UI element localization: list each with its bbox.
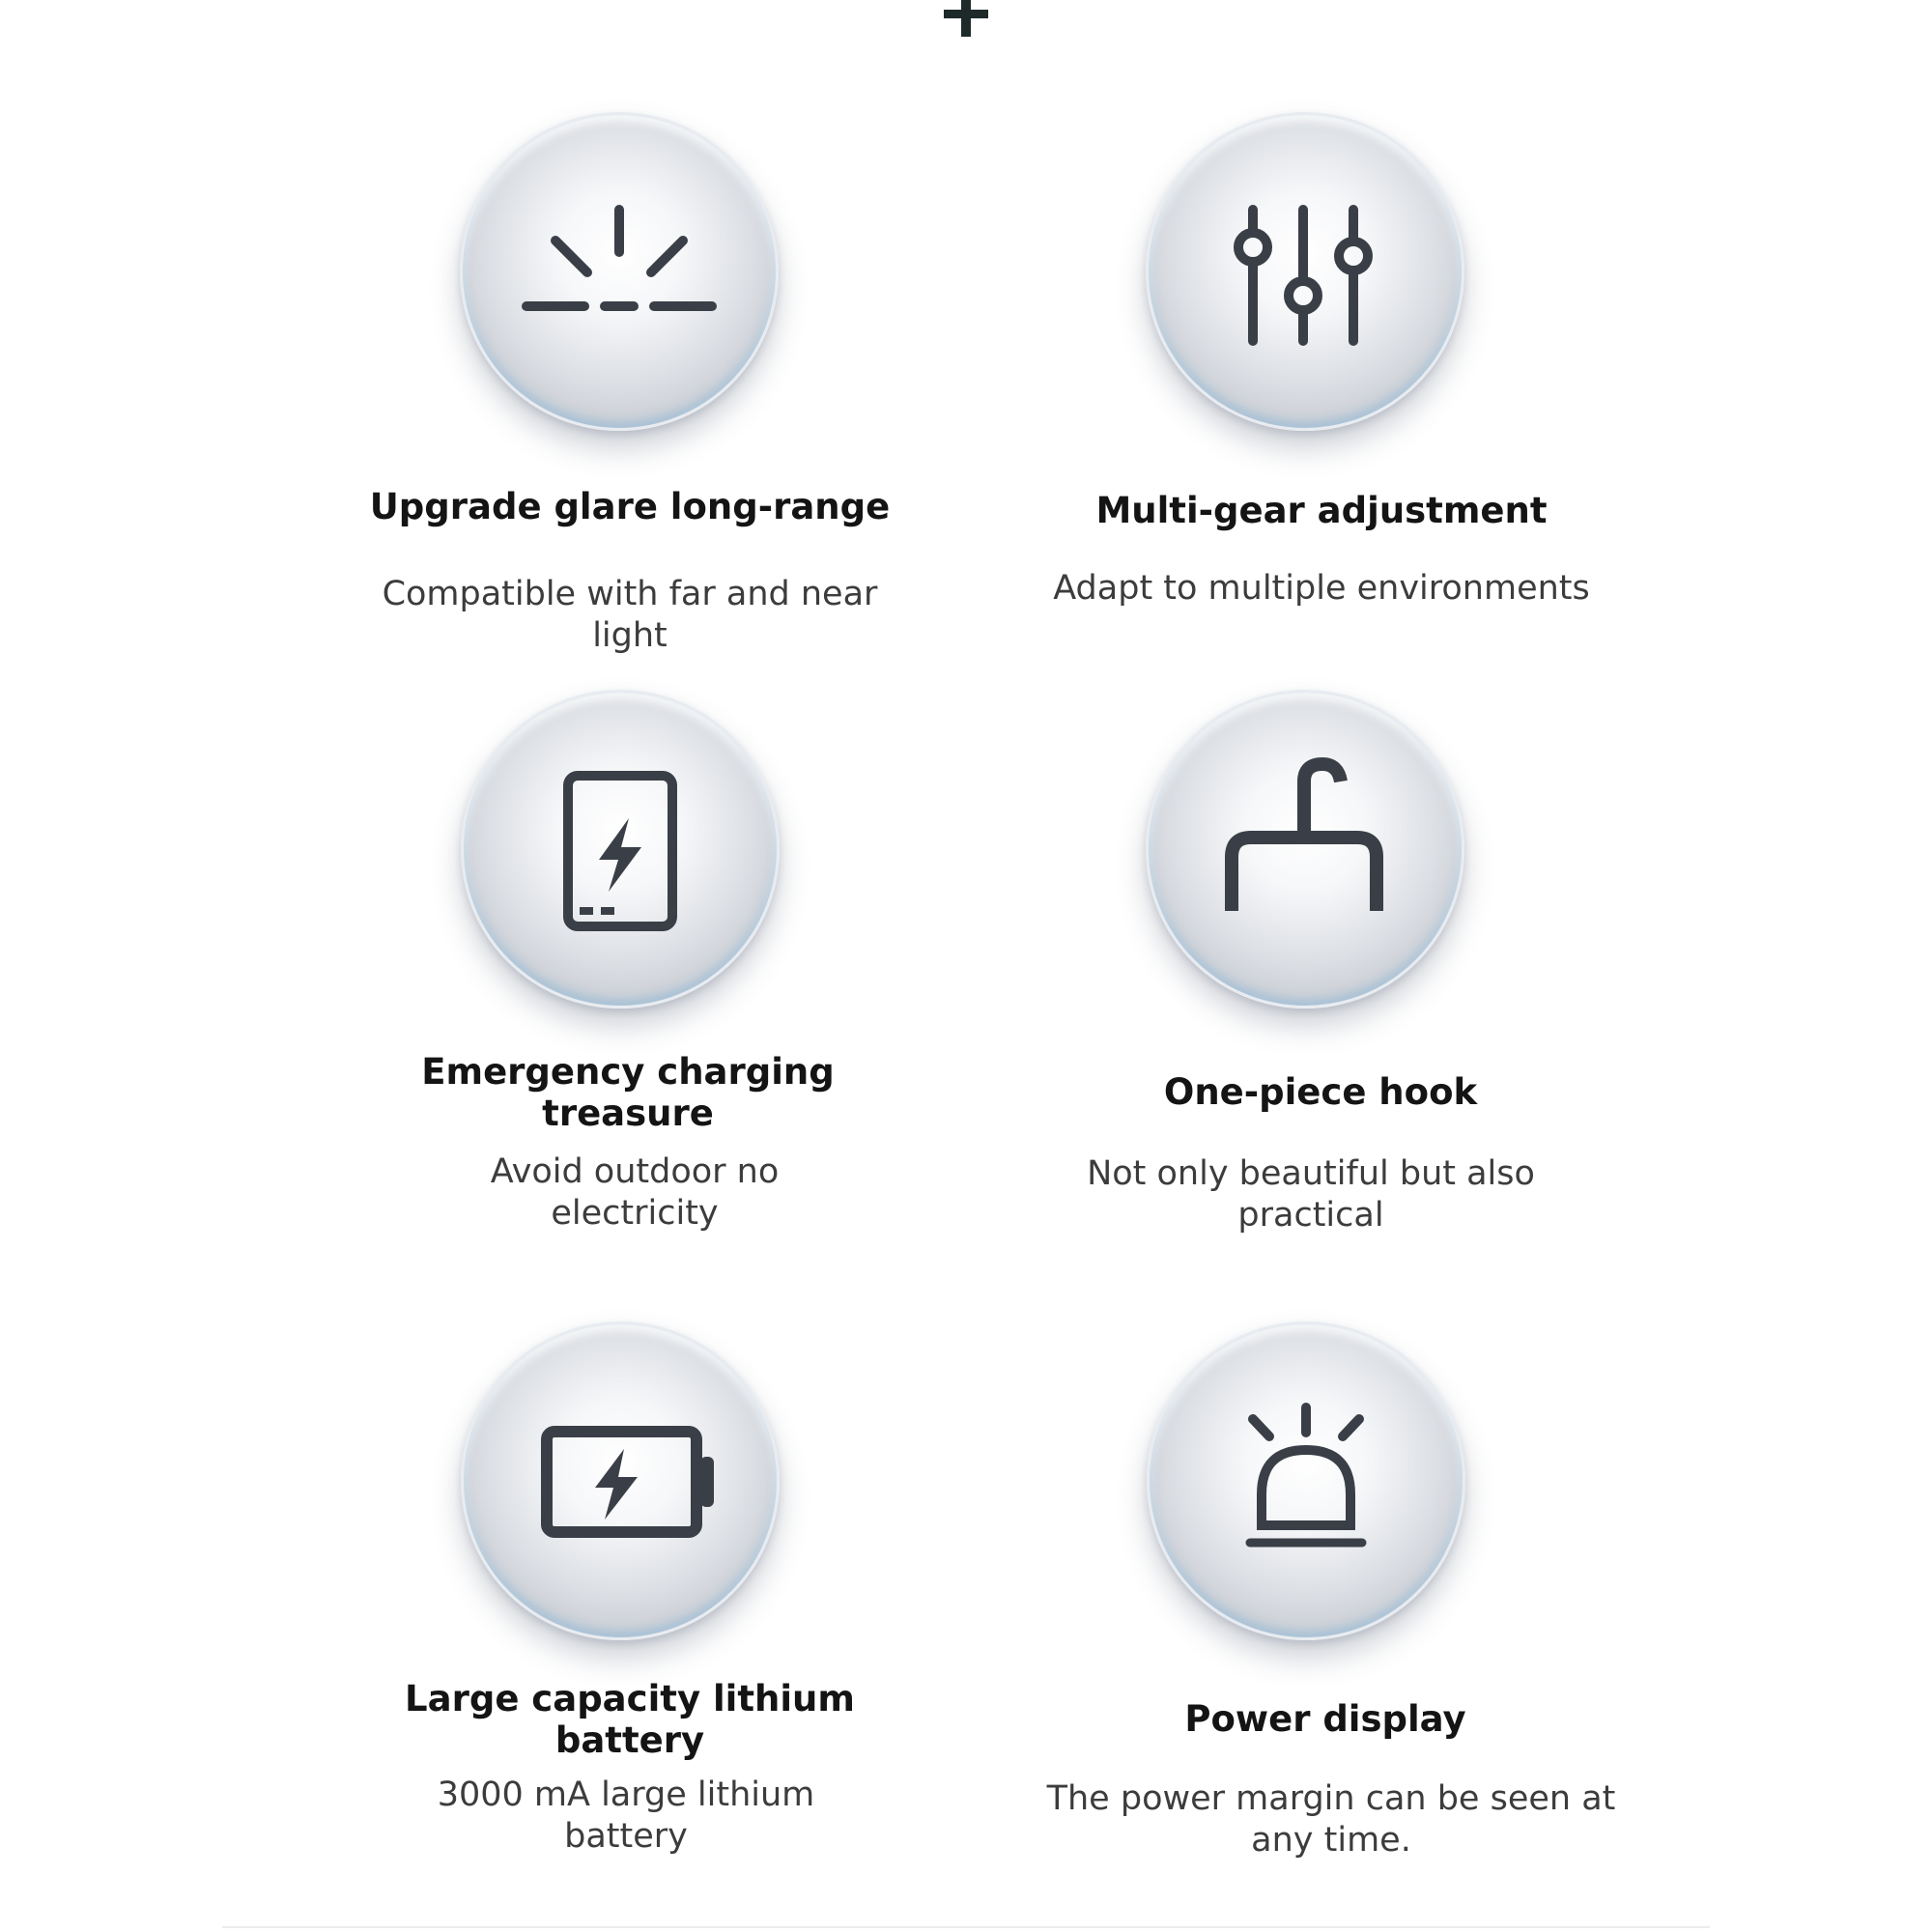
icon-disc xyxy=(461,690,780,1009)
icon-disc xyxy=(461,1321,780,1640)
feature-desc-line: Avoid outdoor no xyxy=(490,1152,780,1191)
hook-icon xyxy=(1149,693,1462,1006)
feature-desc-line: practical xyxy=(1237,1196,1384,1235)
sliders-icon xyxy=(1149,115,1462,428)
icon-disc xyxy=(1146,690,1464,1009)
feature-title-line: treasure xyxy=(542,1093,714,1134)
feature-title: One-piece hook xyxy=(1163,1071,1478,1113)
feature-title: Upgrade glare long-range xyxy=(369,486,891,527)
alarm-light-icon xyxy=(1150,1324,1463,1637)
feature-desc-line: Compatible with far and near xyxy=(382,575,878,613)
feature-desc-line: Adapt to multiple environments xyxy=(1053,569,1590,608)
plus-icon-vertical xyxy=(961,0,971,37)
feature-title: Power display xyxy=(1184,1698,1466,1740)
icon-disc xyxy=(1146,112,1464,431)
bottom-divider xyxy=(222,1926,1710,1928)
feature-desc-line: electricity xyxy=(551,1194,719,1233)
feature-desc-line: Not only beautiful but also xyxy=(1087,1154,1535,1193)
feature-desc-line: The power margin can be seen at xyxy=(1046,1779,1616,1818)
feature-desc-line: 3000 mA large lithium xyxy=(437,1776,815,1814)
sunrise-glare-icon xyxy=(463,115,776,428)
feature-title-line: Emergency charging xyxy=(421,1051,835,1093)
plus-icon xyxy=(944,0,988,39)
icon-disc xyxy=(1147,1321,1465,1640)
feature-desc-line: any time. xyxy=(1251,1821,1411,1860)
battery-charging-icon xyxy=(464,1324,777,1637)
feature-title-line: battery xyxy=(554,1719,705,1761)
feature-desc-line: battery xyxy=(564,1817,688,1856)
icon-disc xyxy=(460,112,779,431)
power-bank-icon xyxy=(464,693,777,1006)
feature-title-line: Large capacity lithium xyxy=(405,1678,855,1719)
feature-title: Multi-gear adjustment xyxy=(1095,490,1548,531)
feature-desc-line: light xyxy=(592,616,668,655)
